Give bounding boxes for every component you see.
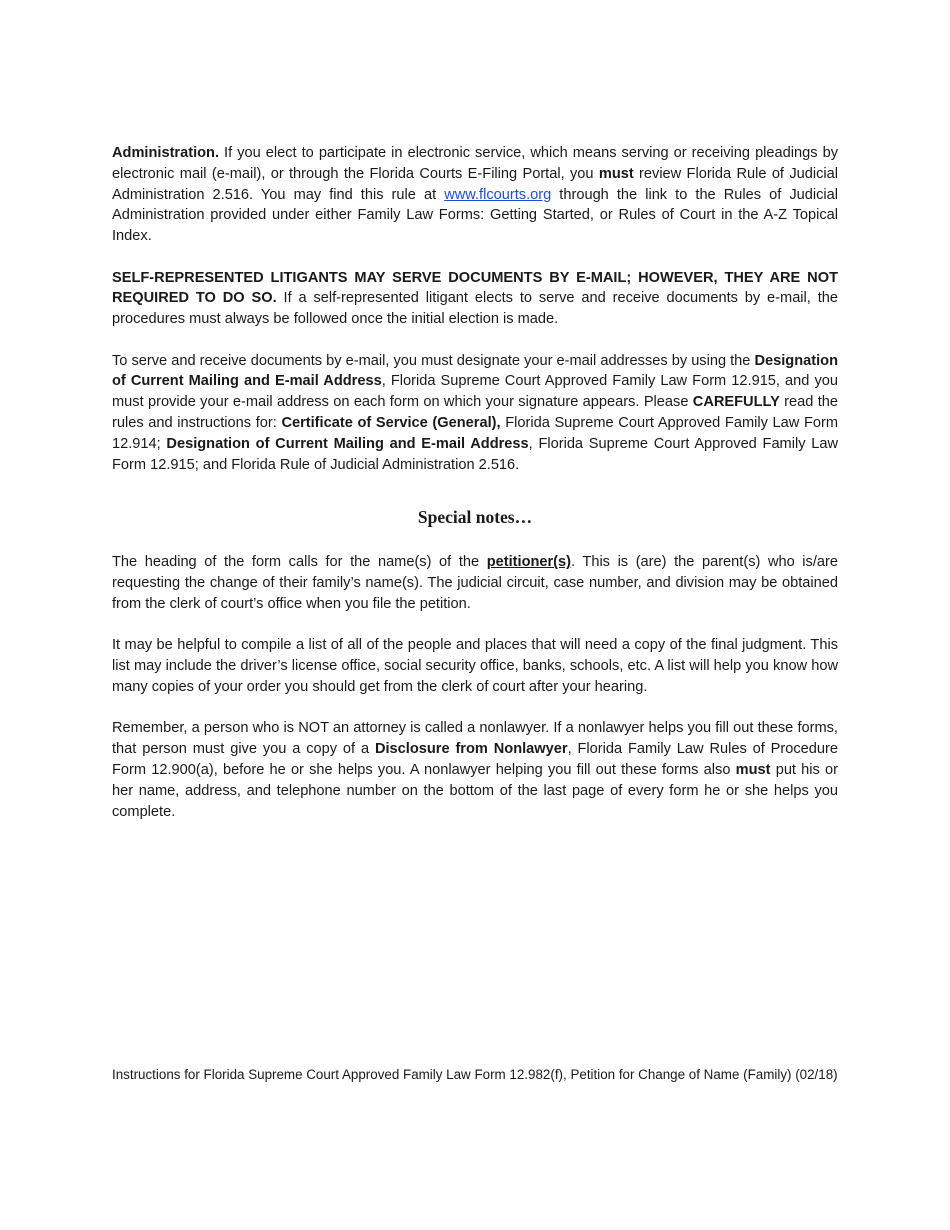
bold-text: Disclosure from Nonlawyer [374, 741, 568, 758]
bold-text: Designation of Current Mailing and E-mail Address [112, 352, 838, 390]
bold-text: must [735, 761, 771, 778]
paragraph-administration: Administration. If you elect to participate in electronic service, which means serving or receiving pleadings by electronic mail (e-mail), or through the Florida Courts E-Filing Portal, you must review Florida Rule of Judicial Administration 2.516. You may find this rule at www.flcourts.org through the link to the Rules of Judicial Administration provided under either Family Law Forms: Getting Started, or Rules of Court in the A-Z Topical Index. [112, 145, 839, 245]
paragraph-nonlawyer: Remember, a person who is NOT an attorney is called a nonlawyer. If a nonlawyer helps you fill out these forms, that person must give you a copy of a Disclosure from Nonlawyer, Florida Family Law Rules of Procedure Form 12.900(a), before he or she helps you. A nonlawyer helping you fill out these forms also must put his or her name, address, and telephone number on the bottom of the last page of every form he or she helps you complete. [112, 720, 838, 820]
paragraph-petitioner: The heading of the form calls for the name(s) of the petitioner(s). This is (are) the parent(s) who is/are requesting the change of their family’s name(s). The judicial circuit, case number, and division may be obtained from the clerk of court’s office when you file the petition. [112, 554, 838, 612]
bold-text: Administration. [112, 145, 220, 161]
section-heading: Special notes… [417, 507, 533, 528]
page-footer: Instructions for Florida Supreme Court Approved Family Law Form 12.982(f), Petition for Change of Name (Family) (02/18) [112, 1067, 838, 1082]
paragraph-copies-list: It may be helpful to compile a list of all of the people and places that will need a copy of the final judgment. This list may include the driver’s license office, social security office, banks, schools, etc. A list will help you know how many copies of your order you should get from the clerk of court after your hearing. [112, 637, 838, 695]
paragraph-self-represented: SELF-REPRESENTED LITIGANTS MAY SERVE DOCUMENTS BY E-MAIL; HOWEVER, THEY ARE NOT REQUIRED TO DO SO. If a self-represented litigant elects to serve and receive documents by e-mail, the procedures must always be followed once the initial election is made. [112, 269, 838, 328]
flcourts-link[interactable]: www.flcourts.org [444, 186, 552, 203]
document-body [112, 143, 838, 843]
bold-text: Certificate of Service (General), [281, 414, 501, 431]
bold-text: SELF-REPRESENTED LITIGANTS MAY SERVE DOCUMENTS BY E-MAIL; HOWEVER, THEY ARE NOT REQUIRED TO DO SO. [112, 269, 838, 307]
paragraph-email-service: To serve and receive documents by e-mail, you must designate your e-mail addresses by using the Designation of Current Mailing and E-mail Address, Florida Supreme Court Approved Family Law Form 12.915, and you must provide your e-mail address on each form on which your signature appears. Please CAREFULLY read the rules and instructions for: Certificate of Service (General), Florida Supreme Court Approved Family Law Form 12.914; Designation of Current Mailing and E-mail Address, Florida Supreme Court Approved Family Law Form 12.915; and Florida Rule of Judicial Administration 2.516. [112, 352, 838, 473]
bold-underlined-text: petitioner(s) [486, 554, 572, 571]
bold-text: CAREFULLY [692, 394, 780, 411]
bold-text: must [598, 165, 634, 182]
bold-text: Designation of Current Mailing and E-mail Address [166, 435, 529, 452]
